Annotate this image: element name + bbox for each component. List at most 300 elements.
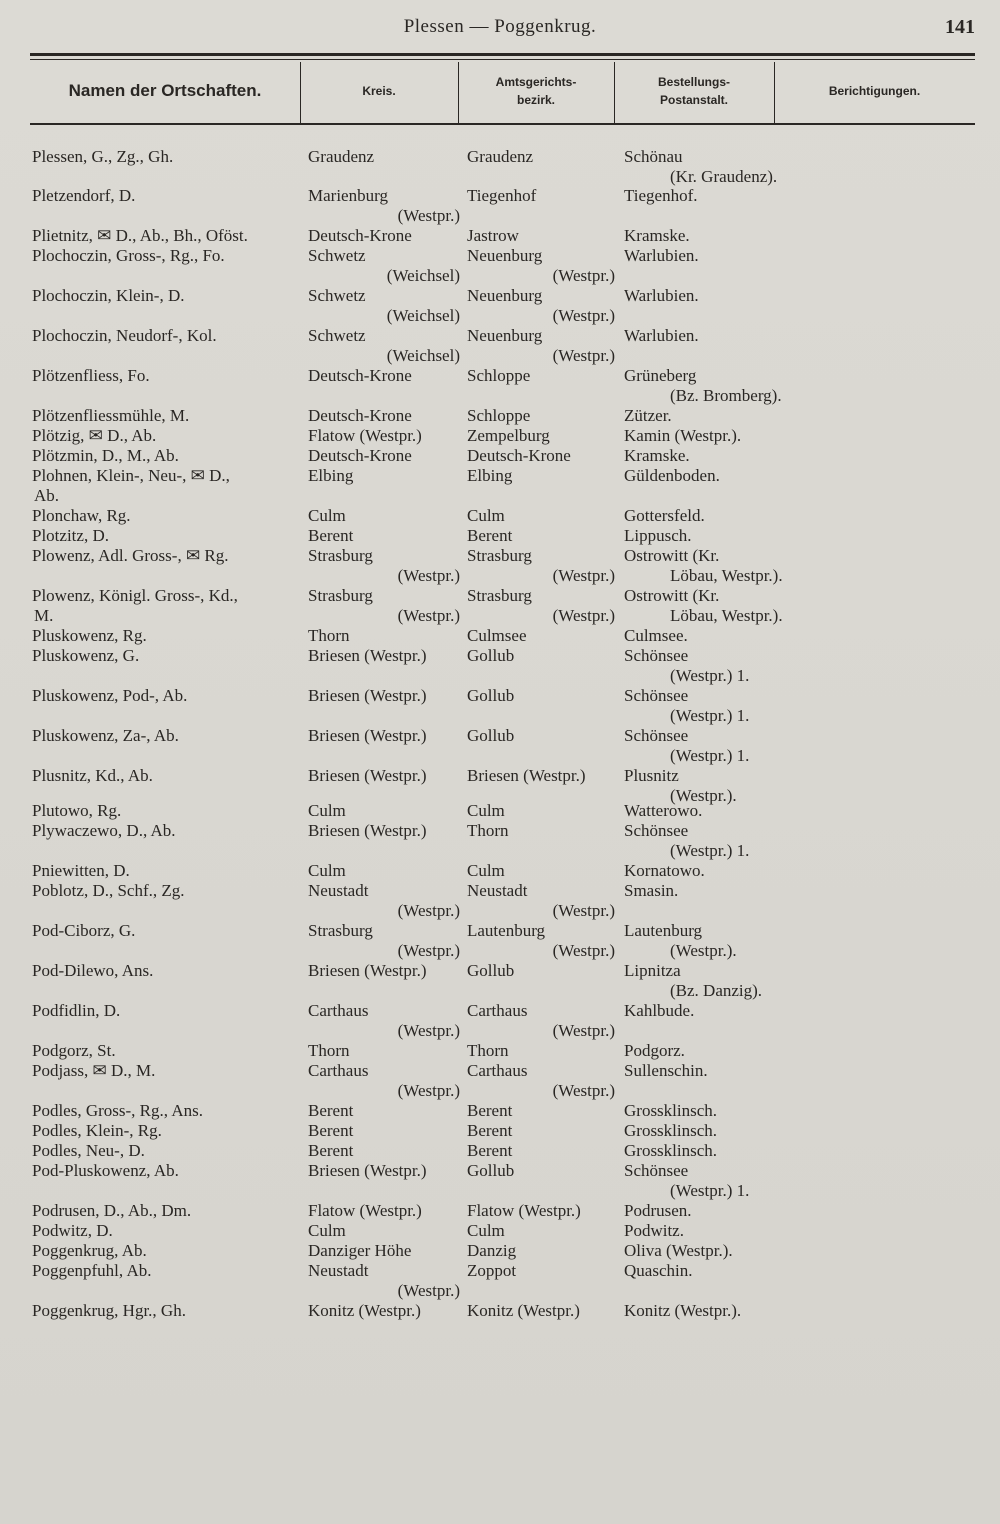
entry-amtsgericht-line: Gollub [467,686,515,705]
entry-postanstalt [624,546,784,586]
entry-amtsgericht [467,506,615,526]
entry-kreis-line: Briesen (Westpr.) [308,766,427,785]
entry-amtsgericht [467,1301,615,1321]
entry-amtsgericht [467,226,615,246]
entry-name [32,646,300,666]
entry-postanstalt [624,821,784,861]
entry-amtsgericht-line: Tiegenhof [467,186,537,205]
entry-kreis-line: Thorn [308,1041,350,1060]
page-number: 141 [945,16,975,38]
entry-kreis [308,1121,460,1141]
entry-name-line: Plotzitz, D. [32,526,109,545]
entry-name-line: M. [34,606,54,625]
entry-kreis [308,1101,460,1121]
entry-postanstalt-line: Ostrowitt (Kr. [624,546,720,565]
entry-name-line: Plonchaw, Rg. [32,506,131,525]
entry-postanstalt-line: Kahlbude. [624,1001,695,1020]
entry-kreis-line: Strasburg [308,546,373,565]
running-head-title: Plessen — Poggenkrug. [403,16,597,37]
entry-name [32,406,300,426]
entry-amtsgericht [467,1001,615,1041]
entry-amtsgericht-line: Elbing [467,466,513,485]
entry-name [32,686,300,706]
entry-amtsgericht [467,586,615,626]
entry-amtsgericht-line: Deutsch-Krone [467,446,571,465]
entry-kreis [308,766,460,786]
entry-name-line: Plochoczin, Klein-, D. [32,286,185,305]
entry-postanstalt-line: Grüneberg [624,366,697,385]
entry-amtsgericht-line: (Westpr.) [552,306,615,325]
entry-kreis [308,406,460,426]
entry-kreis-line: Culm [308,1221,346,1240]
entry-kreis [308,801,460,821]
entry-postanstalt [624,626,784,646]
entry-kreis [308,1261,460,1301]
entry-amtsgericht [467,801,615,821]
entry-kreis [308,1201,460,1221]
entry-name [32,1041,300,1061]
entry-amtsgericht-line: Lautenburg [467,921,546,940]
entry-name [32,881,300,901]
entry-name-line: Ab. [34,486,60,505]
entry-name-line: Pod-Dilewo, Ans. [32,961,154,980]
entry-postanstalt-line: Podwitz. [624,1221,684,1240]
entry-amtsgericht [467,626,615,646]
entry-kreis-line: Strasburg [308,921,373,940]
entry-amtsgericht [467,646,615,666]
entry-postanstalt-line: Kornatowo. [624,861,705,880]
column-header-postanstalt-line: Bestellungs- [657,75,730,89]
entry-name-line: Podles, Gross-, Rg., Ans. [32,1101,203,1120]
entry-name-line: Podles, Klein-, Rg. [32,1121,162,1140]
entry-postanstalt-line: Schönsee [624,646,689,665]
entry-amtsgericht-line: Carthaus [467,1001,528,1020]
entry-kreis-line: Deutsch-Krone [308,226,412,245]
entry-postanstalt-line: Warlubien. [624,326,699,345]
entry-kreis [308,426,460,446]
entry-postanstalt [624,766,784,806]
entry-postanstalt-line: Lautenburg [624,921,703,940]
entry-kreis [308,1241,460,1261]
entry-amtsgericht [467,1141,615,1161]
entry-postanstalt [624,326,784,346]
entry-name [32,961,300,981]
entry-name-line: Pluskowenz, Za-, Ab. [32,726,179,745]
column-header-amtsgericht-line: Amtsgerichts- [495,75,577,89]
entry-postanstalt-line: Kramske. [624,226,690,245]
entry-name-line: Pluskowenz, Pod-, Ab. [32,686,188,705]
column-header-amtsgericht-line: bezirk. [516,93,555,107]
entry-amtsgericht-line: Culmsee [467,626,527,645]
entry-kreis-line: (Westpr.) [397,566,460,585]
entry-name [32,1001,300,1021]
entry-postanstalt [624,286,784,306]
entry-postanstalt [624,586,784,626]
entry-kreis-line: (Weichsel) [386,306,460,325]
entry-name-line: Plochoczin, Gross-, Rg., Fo. [32,246,225,265]
entry-name-line: Pniewitten, D. [32,861,130,880]
entry-amtsgericht-line: Schloppe [467,366,531,385]
entry-name [32,186,300,206]
entry-kreis-line: Culm [308,861,346,880]
entry-kreis-line: Culm [308,506,346,525]
entry-name [32,326,300,346]
entry-amtsgericht [467,446,615,466]
entry-kreis [308,1221,460,1241]
entry-name-line: Plessen, G., Zg., Gh. [32,147,174,166]
entry-kreis [308,921,460,961]
entry-postanstalt-line: Löbau, Westpr.). [670,566,783,585]
entry-kreis-line: (Westpr.) [397,1081,460,1100]
entry-amtsgericht-line: Zoppot [467,1261,517,1280]
entry-kreis-line: Briesen (Westpr.) [308,726,427,745]
entry-name-line: Pluskowenz, Rg. [32,626,147,645]
entry-kreis [308,586,460,626]
entry-postanstalt-line: (Bz. Bromberg). [670,386,782,405]
entry-postanstalt [624,1121,784,1141]
entry-kreis-line: Berent [308,1121,354,1140]
entry-name [32,426,300,446]
entry-amtsgericht-line: Gollub [467,646,515,665]
entry-kreis [308,1301,460,1321]
entry-amtsgericht [467,406,615,426]
entry-kreis [308,366,460,386]
entry-name-line: Podrusen, D., Ab., Dm. [32,1201,192,1220]
entry-name [32,626,300,646]
entry-postanstalt [624,1241,784,1261]
entry-kreis-line: (Westpr.) [397,1281,460,1300]
entry-kreis-line: (Westpr.) [397,1021,460,1040]
entry-amtsgericht-line: Neuenburg [467,286,543,305]
entry-kreis-line: Neustadt [308,881,369,900]
entry-amtsgericht [467,921,615,961]
entry-name-line: Plietnitz, ✉ D., Ab., Bh., Oföst. [32,226,248,245]
entry-amtsgericht [467,726,615,746]
entry-kreis-line: Danziger Höhe [308,1241,412,1260]
entry-postanstalt [624,686,784,726]
entry-kreis [308,646,460,666]
entry-postanstalt [624,921,784,961]
entry-postanstalt [624,446,784,466]
entry-name [32,1241,300,1261]
entry-kreis [308,526,460,546]
entry-amtsgericht [467,1221,615,1241]
entry-name [32,726,300,746]
entry-amtsgericht-line: Schloppe [467,406,531,425]
entry-postanstalt-line: Schönau [624,147,683,166]
entry-postanstalt-line: (Westpr.) 1. [670,841,750,860]
entry-amtsgericht-line: Zempelburg [467,426,550,445]
entry-amtsgericht [467,881,615,921]
entry-postanstalt-line: Warlubien. [624,286,699,305]
entry-name-line: Podjass, ✉ D., M. [32,1061,156,1080]
entry-name [32,506,300,526]
entry-amtsgericht [467,1061,615,1101]
entry-postanstalt-line: Schönsee [624,726,689,745]
entry-kreis-line: Flatow (Westpr.) [308,1201,422,1220]
entry-postanstalt [624,1001,784,1021]
entry-postanstalt-line: Zützer. [624,406,672,425]
entry-amtsgericht-line: (Westpr.) [552,1081,615,1100]
entry-name [32,1101,300,1121]
entry-postanstalt [624,961,784,1001]
entry-name [32,1061,300,1081]
entry-postanstalt-line: Schönsee [624,686,689,705]
entry-kreis-line: Schwetz [308,246,366,265]
entry-name [32,147,300,167]
entry-postanstalt [624,226,784,246]
entry-amtsgericht-line: (Westpr.) [552,901,615,920]
entry-postanstalt [624,246,784,266]
entry-kreis-line: (Westpr.) [397,901,460,920]
entry-postanstalt [624,506,784,526]
entry-amtsgericht [467,246,615,286]
entry-amtsgericht [467,526,615,546]
entry-amtsgericht-line: Flatow (Westpr.) [467,1201,581,1220]
entry-postanstalt-line: Watterowo. [624,801,703,820]
entry-name [32,286,300,306]
entry-name-line: Plowenz, Königl. Gross-, Kd., [32,586,238,605]
entry-postanstalt [624,1221,784,1241]
entry-amtsgericht-line: Gollub [467,726,515,745]
entry-amtsgericht-line: Carthaus [467,1061,528,1080]
entry-postanstalt-line: Kamin (Westpr.). [624,426,742,445]
entry-amtsgericht-line: Thorn [467,1041,509,1060]
entry-postanstalt [624,726,784,766]
entry-kreis-line: Berent [308,1101,354,1120]
entry-postanstalt [624,881,784,901]
entry-amtsgericht-line: Neustadt [467,881,528,900]
entry-name-line: Pod-Ciborz, G. [32,921,136,940]
entry-name [32,226,300,246]
entry-postanstalt-line: Grossklinsch. [624,1141,718,1160]
entry-amtsgericht [467,1261,615,1281]
entry-amtsgericht [467,1101,615,1121]
entry-postanstalt-line: Konitz (Westpr.). [624,1301,742,1320]
entry-postanstalt-line: Grossklinsch. [624,1121,718,1140]
entry-name-line: Plötzig, ✉ D., Ab. [32,426,157,445]
entry-name [32,246,300,266]
entry-kreis-line: Deutsch-Krone [308,446,412,465]
entry-postanstalt [624,1041,784,1061]
entry-postanstalt-line: Gottersfeld. [624,506,705,525]
entry-name-line: Podles, Neu-, D. [32,1141,145,1160]
entry-postanstalt [624,147,784,187]
entry-kreis-line: Briesen (Westpr.) [308,646,427,665]
entry-name-line: Poblotz, D., Schf., Zg. [32,881,185,900]
entry-name-line: Podgorz, St. [32,1041,116,1060]
entry-amtsgericht-line: Berent [467,1121,513,1140]
column-header-postanstalt-line: Postanstalt. [659,93,728,107]
entry-kreis-line: Berent [308,526,354,545]
entry-postanstalt-line: (Westpr.). [670,941,737,960]
entry-postanstalt [624,466,784,486]
entry-name-line: Plywaczewo, D., Ab. [32,821,176,840]
entry-name [32,1141,300,1161]
entry-name-line: Plötzmin, D., M., Ab. [32,446,179,465]
entry-name [32,1201,300,1221]
entry-postanstalt-line: (Kr. Graudenz). [670,167,778,186]
entry-amtsgericht-line: Berent [467,1141,513,1160]
entry-amtsgericht [467,766,615,786]
entry-amtsgericht [467,961,615,981]
entry-name-line: Podfidlin, D. [32,1001,121,1020]
entry-name [32,546,300,566]
entry-name-line: Plochoczin, Neudorf-, Kol. [32,326,217,345]
entry-kreis [308,1061,460,1101]
entry-kreis [308,147,460,167]
entry-amtsgericht-line: Neuenburg [467,246,543,265]
entry-amtsgericht-line: Berent [467,526,513,545]
entry-postanstalt-line: Ostrowitt (Kr. [624,586,720,605]
entry-amtsgericht [467,286,615,326]
entry-postanstalt [624,1301,784,1321]
entry-kreis-line: Konitz (Westpr.) [308,1301,421,1320]
entry-postanstalt [624,366,784,406]
entry-kreis-line: Berent [308,1141,354,1160]
entry-amtsgericht-line: (Westpr.) [552,266,615,285]
entry-kreis-line: Marienburg [308,186,388,205]
entry-name-line: Plötzenfliessmühle, M. [32,406,190,425]
entry-name-line: Poggenkrug, Ab. [32,1241,147,1260]
entry-postanstalt [624,801,784,821]
entry-postanstalt [624,1061,784,1081]
entry-kreis [308,506,460,526]
entry-postanstalt-line: Sullenschin. [624,1061,708,1080]
entry-name-line: Plohnen, Klein-, Neu-, ✉ D., [32,466,230,485]
entry-kreis [308,446,460,466]
entry-amtsgericht [467,821,615,841]
entry-name [32,526,300,546]
entry-name-line: Pletzendorf, D. [32,186,136,205]
entry-kreis-line: (Westpr.) [397,606,460,625]
entry-kreis-line: Briesen (Westpr.) [308,686,427,705]
entry-kreis-line: Carthaus [308,1001,369,1020]
entry-name [32,446,300,466]
entry-postanstalt-line: Tiegenhof. [624,186,698,205]
entry-amtsgericht-line: Konitz (Westpr.) [467,1301,580,1320]
entry-kreis-line: Deutsch-Krone [308,406,412,425]
entry-amtsgericht [467,466,615,486]
entry-amtsgericht-line: Culm [467,506,505,525]
entry-postanstalt-line: Schönsee [624,1161,689,1180]
entry-kreis-line: (Weichsel) [386,266,460,285]
entry-amtsgericht-line: Culm [467,1221,505,1240]
entry-kreis [308,1161,460,1181]
entry-amtsgericht-line: Strasburg [467,586,532,605]
entry-postanstalt-line: Quaschin. [624,1261,693,1280]
entry-amtsgericht-line: (Westpr.) [552,346,615,365]
entry-amtsgericht-line: Danzig [467,1241,517,1260]
entry-name [32,586,300,626]
entry-amtsgericht [467,686,615,706]
entry-amtsgericht-line: Gollub [467,961,515,980]
entry-amtsgericht [467,1241,615,1261]
entry-name [32,1261,300,1281]
entry-name-line: Plowenz, Adl. Gross-, ✉ Rg. [32,546,229,565]
entry-kreis-line: Elbing [308,466,354,485]
entry-postanstalt-line: Podrusen. [624,1201,692,1220]
entry-kreis-line: Thorn [308,626,350,645]
entry-postanstalt-line: Güldenboden. [624,466,720,485]
entry-name-line: Poggenpfuhl, Ab. [32,1261,152,1280]
entry-name-line: Plötzenfliess, Fo. [32,366,150,385]
entry-postanstalt-line: (Westpr.) 1. [670,746,750,765]
column-header-berichtigungen: Berichtigungen. [828,84,921,98]
entry-amtsgericht-line: Graudenz [467,147,534,166]
entry-postanstalt-line: Schönsee [624,821,689,840]
entry-postanstalt [624,1141,784,1161]
entry-postanstalt-line: (Westpr.). [670,786,737,805]
entry-postanstalt [624,526,784,546]
entry-postanstalt-line: (Westpr.) 1. [670,1181,750,1200]
entry-postanstalt-line: Lippusch. [624,526,692,545]
entry-kreis [308,1041,460,1061]
entry-amtsgericht-line: Strasburg [467,546,532,565]
entry-postanstalt [624,1261,784,1281]
entry-name [32,861,300,881]
entry-kreis-line: (Westpr.) [397,941,460,960]
entry-amtsgericht [467,1161,615,1181]
entry-kreis-line: (Westpr.) [397,206,460,225]
entry-postanstalt-line: Culmsee. [624,626,688,645]
entry-kreis [308,186,460,226]
entry-name [32,1221,300,1241]
entry-kreis [308,326,460,366]
entry-postanstalt-line: Kramske. [624,446,690,465]
entry-kreis-line: (Weichsel) [386,346,460,365]
entry-amtsgericht-line: (Westpr.) [552,606,615,625]
entry-kreis-line: Briesen (Westpr.) [308,821,427,840]
entry-name [32,1301,300,1321]
column-header-name: Namen der Ortschaften. [68,81,262,100]
entry-kreis [308,861,460,881]
entry-kreis-line: Deutsch-Krone [308,366,412,385]
entry-kreis [308,726,460,746]
entry-kreis-line: Schwetz [308,326,366,345]
entry-kreis [308,686,460,706]
entry-postanstalt [624,1161,784,1201]
entry-kreis [308,626,460,646]
entry-kreis [308,961,460,981]
entry-kreis-line: Strasburg [308,586,373,605]
entry-name-line: Pod-Pluskowenz, Ab. [32,1161,179,1180]
entry-amtsgericht [467,326,615,366]
entry-name [32,466,300,506]
entry-kreis-line: Carthaus [308,1061,369,1080]
entry-amtsgericht-line: Neuenburg [467,326,543,345]
entry-postanstalt [624,406,784,426]
entry-amtsgericht [467,147,615,167]
entry-kreis-line: Graudenz [308,147,375,166]
entry-amtsgericht-line: (Westpr.) [552,1021,615,1040]
entry-amtsgericht-line: Jastrow [467,226,519,245]
entry-amtsgericht [467,366,615,386]
column-header-kreis: Kreis. [362,84,396,98]
entry-postanstalt [624,646,784,686]
entry-postanstalt-line: (Bz. Danzig). [670,981,763,1000]
entry-kreis [308,546,460,586]
entry-kreis [308,821,460,841]
entry-amtsgericht-line: (Westpr.) [552,566,615,585]
entry-postanstalt-line: (Westpr.) 1. [670,666,750,685]
entry-postanstalt-line: Plusnitz [624,766,679,785]
entry-kreis [308,226,460,246]
entry-amtsgericht-line: (Westpr.) [552,941,615,960]
entry-kreis [308,246,460,286]
entry-amtsgericht [467,546,615,586]
entry-name-line: Plusnitz, Kd., Ab. [32,766,153,785]
